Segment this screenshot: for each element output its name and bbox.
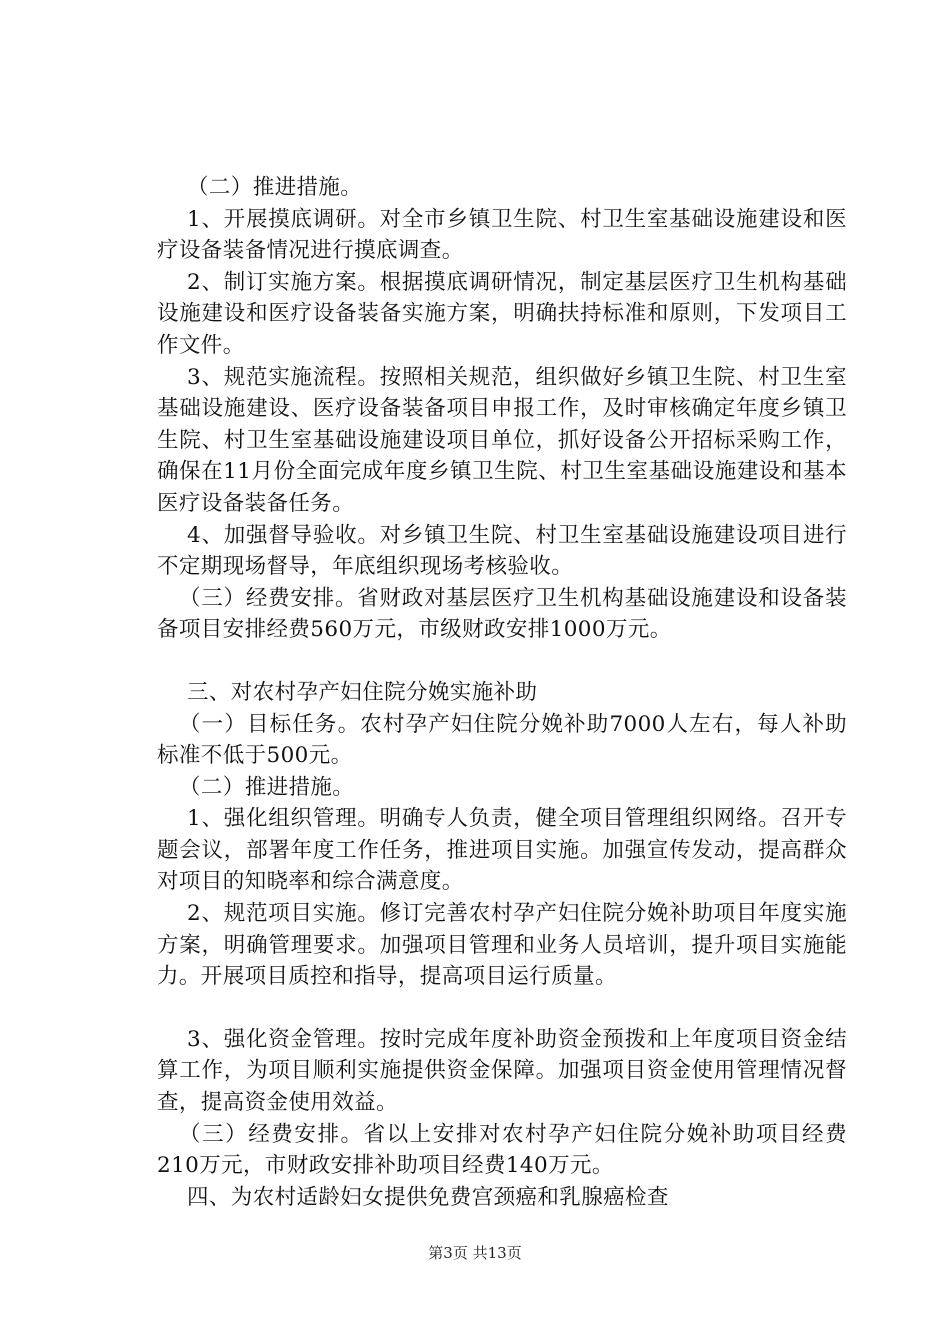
paragraph-funding-2: （三）经费安排。省以上安排对农村孕产妇住院分娩补助项目经费210万元，市财政安排补助项目经费140万元。 (157, 1121, 847, 1179)
paragraph-item-process: 3、规范实施流程。按照相关规范，组织做好乡镇卫生院、村卫生室基础设施建设、医疗设备装备项目申报工作，及时审核确定年度乡镇卫生院、村卫生室基础设施建设项目单位，抓好设备公开招标采购工作，确保在11月份全面完成年度乡镇卫生院、村卫生室基础设施建设和基本医疗设备装备任务。 (157, 364, 847, 516)
paragraph-item-survey: 1、开展摸底调研。对全市乡镇卫生院、村卫生室基础设施建设和医疗设备装备情况进行摸底调查。 (157, 206, 847, 264)
section-heading-maternal-subsidy: 三、对农村孕产妇住院分娩实施补助 (187, 679, 538, 705)
paragraph-subheading-measures: （二）推进措施。 (187, 175, 363, 200)
paragraph-item-organization: 1、强化组织管理。明确专人负责，健全项目管理组织网络。召开专题会议，部署年度工作任务，推进项目实施。加强宣传发动，提高群众对项目的知晓率和综合满意度。 (157, 806, 847, 895)
paragraph-item-implementation: 2、规范项目实施。修订完善农村孕产妇住院分娩补助项目年度实施方案，明确管理要求。加强项目管理和业务人员培训，提升项目实施能力。开展项目质控和指导，提高项目运行质量。 (157, 901, 847, 990)
paragraph-subheading-measures-2: （二）推进措施。 (179, 774, 355, 800)
paragraph-item-inspection: 4、加强督导验收。对乡镇卫生院、村卫生室基础设施建设项目进行不定期现场督导，年底组织现场考核验收。 (157, 522, 847, 580)
paragraph-item-plan: 2、制订实施方案。根据摸底调研情况，制定基层医疗卫生机构基础设施建设和医疗设备装备实施方案，明确扶持标准和原则，下发项目工作文件。 (157, 269, 847, 358)
paragraph-funding: （三）经费安排。省财政对基层医疗卫生机构基础设施建设和设备装备项目安排经费560万元，市级财政安排1000万元。 (157, 585, 847, 643)
page-number-footer: 第3页 共13页 (428, 1244, 522, 1262)
paragraph-targets: （一）目标任务。农村孕产妇住院分娩补助7000人左右，每人补助标准不低于500元。 (157, 711, 847, 769)
document-body (157, 172, 847, 1213)
paragraph-item-funds-management: 3、强化资金管理。按时完成年度补助资金预拨和上年度项目资金结算工作，为项目顺利实施提供资金保障。加强项目资金使用管理情况督查，提高资金使用效益。 (157, 1026, 847, 1116)
section-heading-cancer-screening: 四、为农村适龄妇女提供免费宫颈癌和乳腺癌检查 (187, 1184, 669, 1210)
